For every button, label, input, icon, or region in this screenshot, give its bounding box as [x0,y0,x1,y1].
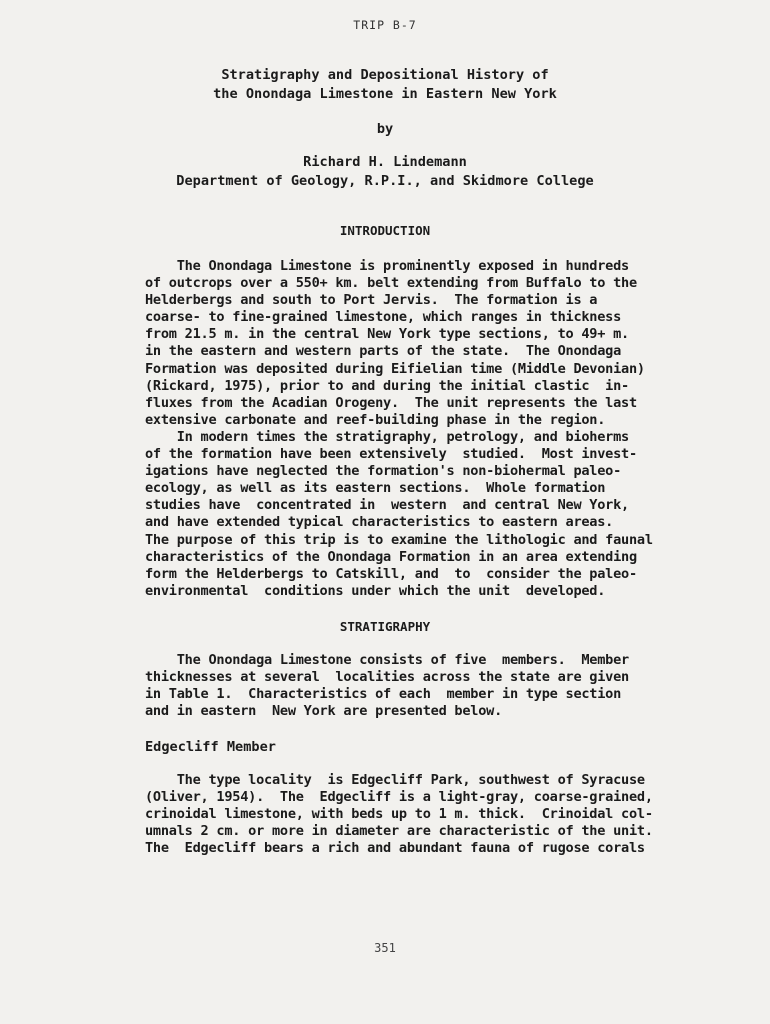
text-line: (Oliver, 1954). The Edgecliff is a light-gray, coarse-grained, [145,789,653,806]
text-line: extensive carbonate and reef-building phase in the region. [145,411,606,428]
text-line: in Table 1. Characteristics of each member in type section [145,686,622,703]
text-line: in the eastern and western parts of the state. The Onondaga [145,343,622,360]
author-affiliation: Department of Geology, R.P.I., and Skidmore College [176,173,594,189]
text-line: igations have neglected the formation's non-biohermal paleo- [145,463,622,480]
edgecliff-text [145,772,705,857]
text-line: characteristics of the Onondaga Formation in an area extending [145,548,637,565]
text-line: Helderbergs and south to Port Jervis. The formation is a [145,292,598,309]
text-line: of the formation have been extensively studied. Most invest- [145,446,637,463]
text-line: The Onondaga Limestone is prominently exposed in hundreds [145,258,629,274]
text-line: The purpose of this trip is to examine the lithologic and faunal [145,531,653,548]
text-line: ecology, as well as its eastern sections. Whole formation [145,480,606,497]
text-line: umnals 2 cm. or more in diameter are characteristic of the unit. [145,823,653,840]
text-line: coarse- to fine-grained limestone, which ranges in thickness [145,309,622,326]
text-line: and in eastern New York are presented below. [145,703,503,720]
stratigraphy-text [145,652,705,720]
running-head: TRIP B-7 [353,18,417,32]
subsection-heading-edgecliff: Edgecliff Member [145,739,276,755]
text-line: thicknesses at several localities across the state are given [145,669,629,686]
text-line: Formation was deposited during Eifielian time (Middle Devonian) [145,360,645,377]
text-line: fluxes from the Acadian Orogeny. The unit represents the last [145,394,637,411]
text-line: form the Helderbergs to Catskill, and to consider the paleo- [145,565,637,582]
page-number: 351 [374,941,396,955]
text-line: from 21.5 m. in the central New York type sections, to 49+ m. [145,326,629,343]
text-line: studies have concentrated in western and central New York, [145,497,629,514]
text-line: The type locality is Edgecliff Park, southwest of Syracuse [145,772,645,788]
section-heading-introduction: INTRODUCTION [339,223,431,238]
text-line: of outcrops over a 550+ km. belt extending from Buffalo to the [145,275,637,292]
text-line: The Onondaga Limestone consists of five members. Member [145,652,629,668]
text-line: environmental conditions under which the unit developed. [145,582,606,599]
text-line: The Edgecliff bears a rich and abundant fauna of rugose corals [145,840,645,857]
introduction-text [145,258,705,600]
title-by: by [376,121,394,137]
text-line: and have extended typical characteristics to eastern areas. [145,514,614,531]
section-heading-stratigraphy: STRATIGRAPHY [339,619,431,634]
text-line: (Rickard, 1975), prior to and during the initial clastic in- [145,377,629,394]
text-line: In modern times the stratigraphy, petrology, and bioherms [145,428,629,445]
title-line-1: Stratigraphy and Depositional History of [221,67,549,83]
title-line-2: the Onondaga Limestone in Eastern New York [213,86,557,102]
text-line: crinoidal limestone, with beds up to 1 m. thick. Crinoidal col- [145,806,653,823]
author-name: Richard H. Lindemann [303,154,467,170]
